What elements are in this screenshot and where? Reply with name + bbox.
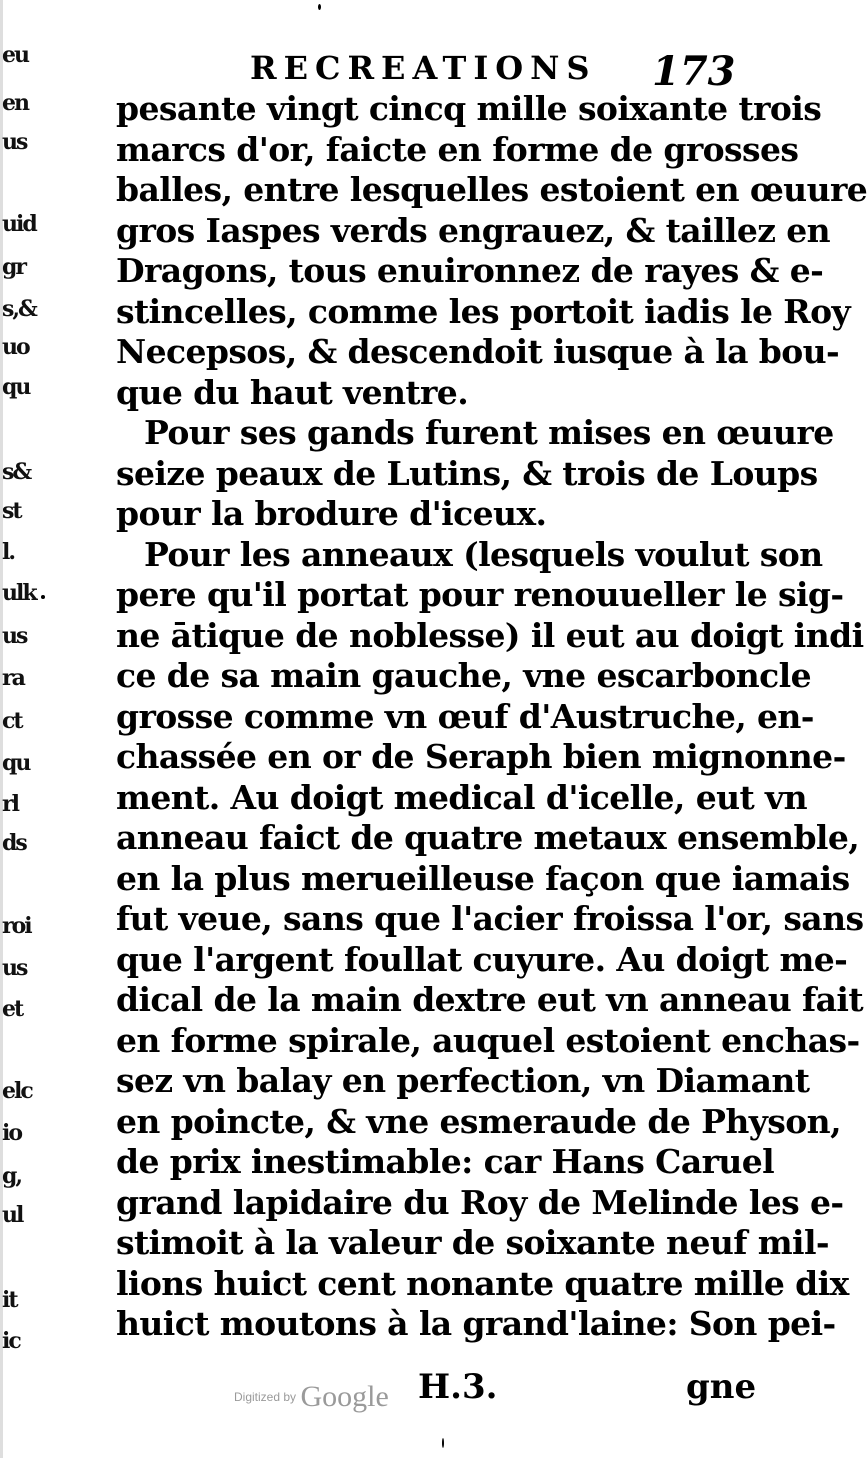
text-line: pere qu'il portat pour renouueller le sig- <box>116 575 844 614</box>
margin-fragment: ra <box>2 665 24 691</box>
margin-fragment: ulk <box>2 580 36 606</box>
scan-speck <box>41 595 45 599</box>
text-line: en poincte, & vne esmeraude de Physon, <box>116 1101 841 1141</box>
google-logo: Google <box>300 1380 389 1413</box>
margin-fragment: st <box>2 498 21 524</box>
digitized-prefix: Digitized by <box>234 1390 297 1404</box>
text-line: ce de sa main gauche, vne escarboncle <box>116 656 812 695</box>
running-head: RECREATIONS <box>250 49 597 87</box>
text-line: seize peaux de Lutins, & trois de Loups <box>116 453 818 493</box>
text-line: en forme spirale, auquel estoient enchas- <box>116 1020 860 1060</box>
text-line: pour la brodure d'iceux. <box>116 494 547 533</box>
margin-fragment: eu <box>2 42 28 68</box>
text-line: dical de la main dextre eut vn anneau fait <box>116 980 864 1019</box>
text-line: de prix inestimable: car Hans Caruel <box>116 1142 775 1181</box>
text-line: pesante vingt cincq mille soixante trois <box>116 89 822 128</box>
text-line: Dragons, tous enuironnez de rayes & e- <box>116 251 824 290</box>
signature-mark: H.3. <box>418 1367 498 1407</box>
page-number: 173 <box>652 48 736 95</box>
margin-fragment: it <box>2 1287 17 1313</box>
text-line: ne ātique de noblesse) il eut au doigt indi <box>116 615 864 655</box>
margin-fragment: io <box>2 1120 22 1146</box>
text-line: stimoit à la valeur de soixante neuf mil- <box>116 1223 830 1262</box>
text-line: anneau faict de quatre metaux ensemble, <box>116 818 860 857</box>
text-line: lions huict cent nonante quatre mille dix <box>116 1263 849 1303</box>
margin-fragment: elc <box>2 1078 32 1104</box>
text-line: fut veue, sans que l'acier froissa l'or, sans <box>116 899 864 938</box>
margin-fragment: us <box>2 129 27 155</box>
margin-fragment: et <box>2 996 23 1022</box>
text-line: gros Iaspes verds engrauez, & taillez en <box>116 210 831 250</box>
margin-fragment: uid <box>2 211 36 237</box>
scan-speck <box>318 4 321 10</box>
text-line: marcs d'or, faicte en forme de grosses <box>116 129 799 169</box>
margin-fragment: s& <box>2 459 31 485</box>
text-line: balles, entre lesquelles estoient en œuure <box>116 170 867 209</box>
text-line: ment. Au doigt medical d'icelle, eut vn <box>116 777 807 817</box>
body-text <box>116 89 867 1345</box>
text-line: en la plus merueilleuse façon que iamais <box>116 858 850 898</box>
margin-fragment: en <box>2 90 28 116</box>
paragraph-start: Pour ses gands furent mises en œuure <box>144 413 834 452</box>
text-line: grosse comme vn œuf d'Austruche, en- <box>116 696 814 736</box>
margin-fragment: ct <box>2 708 22 734</box>
scan-speck <box>442 1438 444 1448</box>
text-line: Necepsos, & descendoit iusque à la bou- <box>116 332 840 371</box>
margin-fragment: gr <box>2 254 25 280</box>
text-line: sez vn balay en perfection, vn Diamant <box>116 1061 810 1100</box>
catchword: gne <box>686 1367 757 1407</box>
digitized-by-google-watermark <box>234 1382 389 1412</box>
text-line: que du haut ventre. <box>116 372 469 412</box>
margin-fragment: s,& <box>2 296 36 322</box>
margin-fragment: us <box>2 955 27 981</box>
margin-fragment: ic <box>2 1328 20 1354</box>
margin-fragment: qu <box>2 374 30 400</box>
margin-fragment: ds <box>2 830 26 856</box>
text-line: grand lapidaire du Roy de Melinde les e- <box>116 1182 844 1222</box>
text-line: huict moutons à la grand'laine: Son pei- <box>116 1304 836 1343</box>
margin-fragment: roi <box>2 913 31 939</box>
margin-fragment: qu <box>2 750 30 776</box>
paragraph-start: Pour les anneaux (lesquels voulut son <box>144 534 823 574</box>
margin-fragment: g, <box>2 1163 22 1189</box>
facing-page-margin <box>0 0 40 1458</box>
margin-fragment: l. <box>2 539 15 565</box>
text-line: stincelles, comme les portoit iadis le Roy <box>116 291 851 331</box>
margin-fragment: ul <box>2 1202 23 1228</box>
text-line: chassée en or de Seraph bien mignonne- <box>116 737 846 776</box>
text-line: que l'argent foullat cuyure. Au doigt me- <box>116 939 848 979</box>
margin-fragment: rl <box>2 791 18 817</box>
margin-fragment: uo <box>2 334 29 360</box>
margin-fragment: us <box>2 623 27 649</box>
